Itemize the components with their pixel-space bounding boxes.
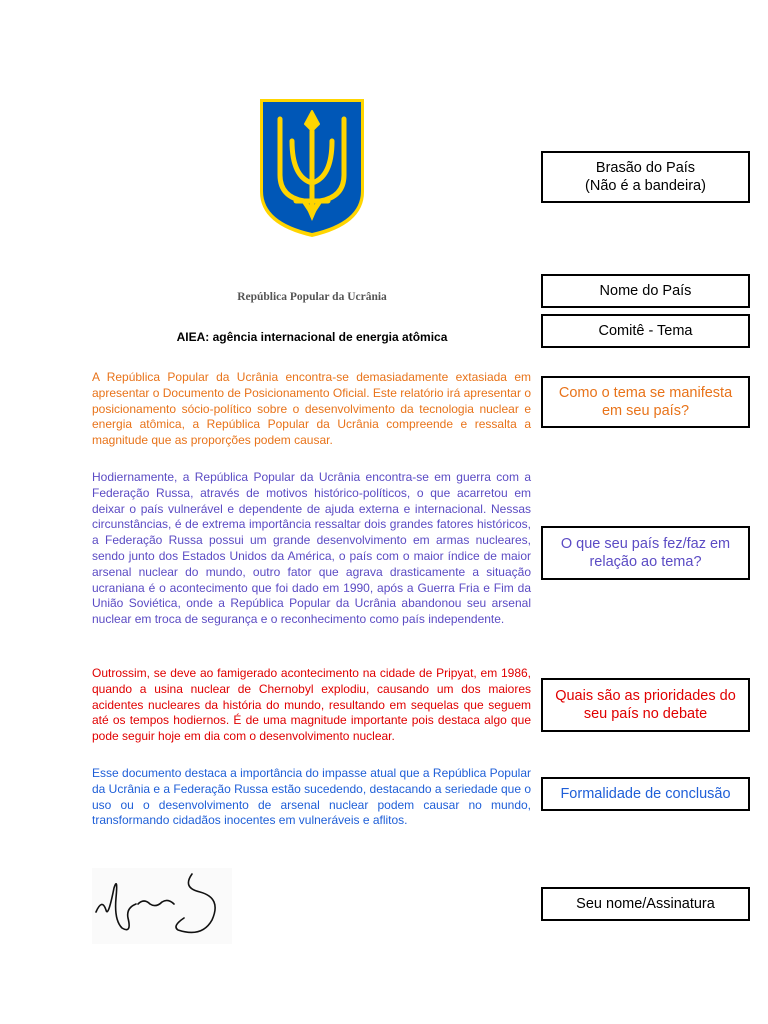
annotation-country-name: Nome do País xyxy=(541,274,750,308)
annotation-coat-of-arms: Brasão do País (Não é a bandeira) xyxy=(541,151,750,203)
country-title: República Popular da Ucrânia xyxy=(237,291,387,303)
annotation-conclusion: Formalidade de conclusão xyxy=(541,777,750,811)
context-paragraph: Hodiernamente, a República Popular da Ucrânia encontra-se em guerra com a Federação Russa, através de motivos histórico-políticos, o que acarretou em deixar o país vulnerável e dependente de ajuda externa e internacional. Nessas circunstâncias, é de extrema importância ressaltar dois grandes fatores históricos, a Federação Russa possui um grande desenvolvimento em armas nucleares, sendo junto dos Estados Unidos da América, o país com o maior índice de maior arsenal nuclear do mundo, outro fator que agrava drasticamente a situação ucraniana é o acontecimento que foi dado em 1990, após a Guerra Fria e Fim da União Soviética, onde a República Popular da Ucrânia abandonou seu arsenal nuclear em troca de segurança e o reconhecimento como país independente. xyxy=(92,470,531,627)
ukraine-coat-of-arms-icon xyxy=(258,97,366,238)
priorities-paragraph: Outrossim, se deve ao famigerado acontecimento na cidade de Pripyat, em 1986, quando a usina nuclear de Chernobyl explodiu, causando um dos maiores acidentes nucleares da história do mundo, resultando em sequelas que seguem até os tempos hodiernos. É de uma magnitude importante pois destaca algo que pode seguir hoje em dia com o desenvolvimento nuclear. xyxy=(92,666,531,744)
annotation-theme-manifest: Como o tema se manifesta em seu país? xyxy=(541,376,750,428)
annotation-priorities: Quais são as prioridades do seu país no debate xyxy=(541,678,750,732)
signature-image xyxy=(92,868,232,944)
conclusion-paragraph: Esse documento destaca a importância do impasse atual que a República Popular da Ucrânia e a Federação Russa estão sucedendo, destacando a seriedade que o uso ou o desenvolvimento de arsenal nuclear podem causar no mundo, transformando cidadãos inocentes em vulneráveis e aflitos. xyxy=(92,766,531,828)
annotation-signature: Seu nome/Assinatura xyxy=(541,887,750,921)
committee-title: AIEA: agência internacional de energia atômica xyxy=(176,330,448,344)
annotation-country-actions: O que seu país fez/faz em relação ao tema? xyxy=(541,526,750,580)
intro-paragraph: A República Popular da Ucrânia encontra-se demasiadamente extasiada em apresentar o Documento de Posicionamento Oficial. Este relatório irá apresentar o posicionamento sócio-político sobre o desenvolvimento da tecnologia nuclear e energia atômica, a República Popular da Ucrânia compreende e ressalta a magnitude que as proporções podem causar. xyxy=(92,370,531,448)
annotation-committee-theme: Comitê - Tema xyxy=(541,314,750,348)
